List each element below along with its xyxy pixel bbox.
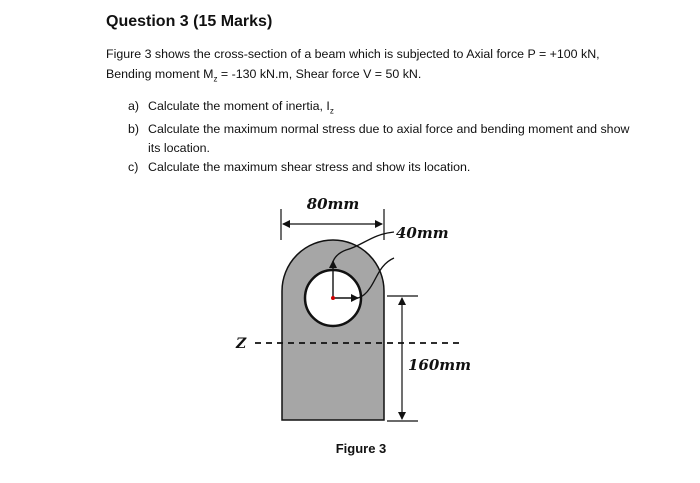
part-c-label: c) [128, 160, 139, 175]
hole-leader-upper [333, 232, 394, 262]
part-b-label: b) [128, 122, 140, 137]
section-hole [305, 270, 361, 326]
hole-dim-label: 40mm [396, 224, 449, 242]
height-dim-label: 160mm [408, 356, 472, 374]
intro-line-2-end: = -130 kN.m, Shear force V = 50 kN. [217, 67, 422, 81]
part-c-text: Calculate the maximum shear stress and show its location. [148, 160, 471, 175]
part-a-label: a) [128, 99, 140, 113]
intro-line-2-start: Bending moment M [106, 67, 214, 81]
width-dim-label: 80mm [306, 195, 360, 213]
figure-caption: Figure 3 [335, 441, 387, 456]
question-parts-list [128, 97, 638, 177]
part-b [128, 120, 638, 158]
part-a-subscript: z [329, 106, 334, 116]
part-a-text: Calculate the moment of inertia, I [148, 99, 330, 113]
question-title: Question 3 (15 Marks) [106, 13, 273, 30]
neutral-axis-label: Z [236, 336, 247, 352]
part-a [128, 97, 638, 120]
hole-leader-lower [358, 258, 394, 298]
part-b-text: Calculate the maximum normal stress due to axial force and bending moment and show its location. [148, 122, 630, 156]
intro-line-2-subscript: z [213, 74, 218, 84]
part-c [128, 158, 638, 177]
beam-section-shape [282, 240, 384, 420]
hole-centre-point [331, 296, 335, 300]
question-intro [106, 44, 666, 89]
intro-line-1: Figure 3 shows the cross-section of a beam which is subjected to Axial force P = +100 kN, [106, 47, 600, 61]
